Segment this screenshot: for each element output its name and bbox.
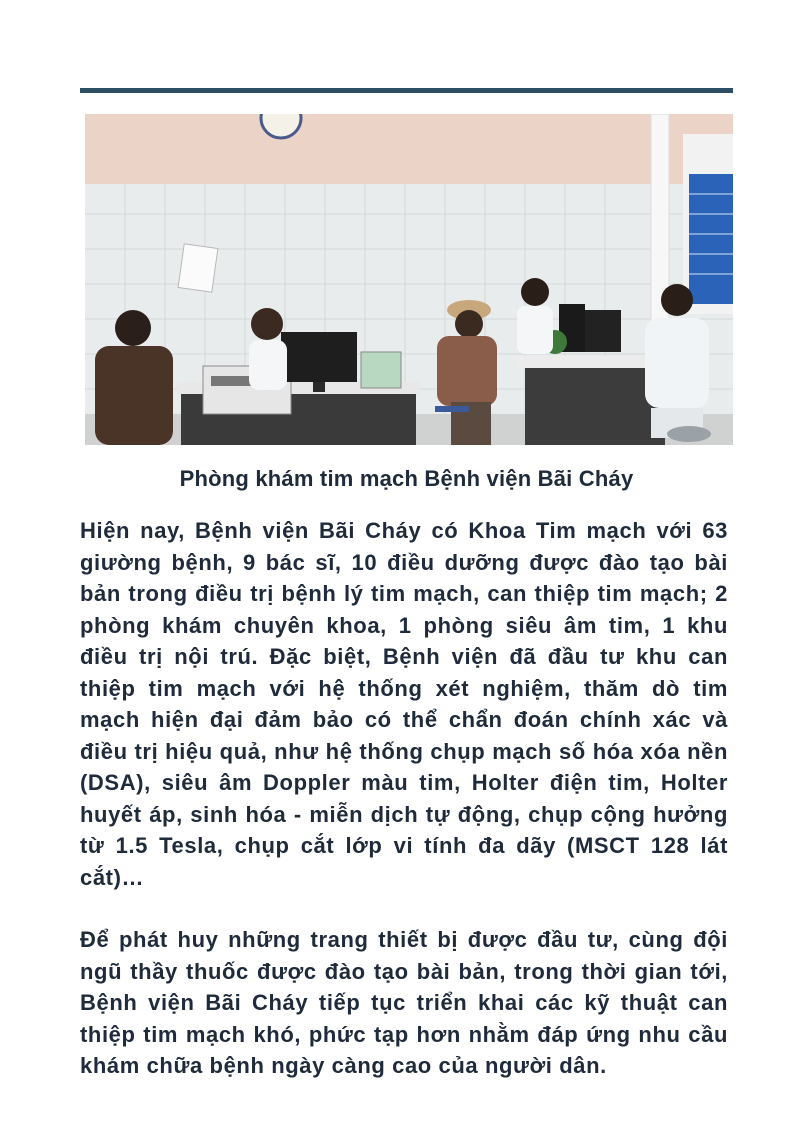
top-divider xyxy=(80,88,733,93)
body-paragraph-1: Hiện nay, Bệnh viện Bãi Cháy có Khoa Tim mạch với 63 giường bệnh, 9 bác sĩ, 10 điều dưỡng được đào tạo bài bản trong điều trị bệnh lý tim mạch, can thiệp tim mạch; 2 phòng khám chuyên khoa, 1 phòng siêu âm tim, 1 khu điều trị nội trú. Đặc biệt, Bệnh viện đã đầu tư khu can thiệp tim mạch với hệ thống xét nghiệm, thăm dò tim mạch hiện đại đảm bảo có thể chẩn đoán chính xác và điều trị hiệu quả, như hệ thống chụp mạch số hóa xóa nền (DSA), siêu âm Doppler màu tim, Holter điện tim, Holter huyết áp, sinh hóa - miễn dịch tự động, chụp cộng hưởng từ 1.5 Tesla, chụp cắt lớp vi tính đa dãy (MSCT 128 lát cắt)… xyxy=(80,518,728,890)
body-paragraph-2: Để phát huy những trang thiết bị được đầu tư, cùng đội ngũ thầy thuốc được đào tạo bài bản, trong thời gian tới, Bệnh viện Bãi Cháy tiếp tục triển khai các kỹ thuật can thiệp tim mạch khó, phức tạp hơn nhằm đáp ứng nhu cầu khám chữa bệnh ngày càng cao của người dân. xyxy=(80,927,728,1078)
photo-caption: Phòng khám tim mạch Bệnh viện Bãi Cháy xyxy=(179,466,634,491)
clinic-photo xyxy=(85,114,733,445)
